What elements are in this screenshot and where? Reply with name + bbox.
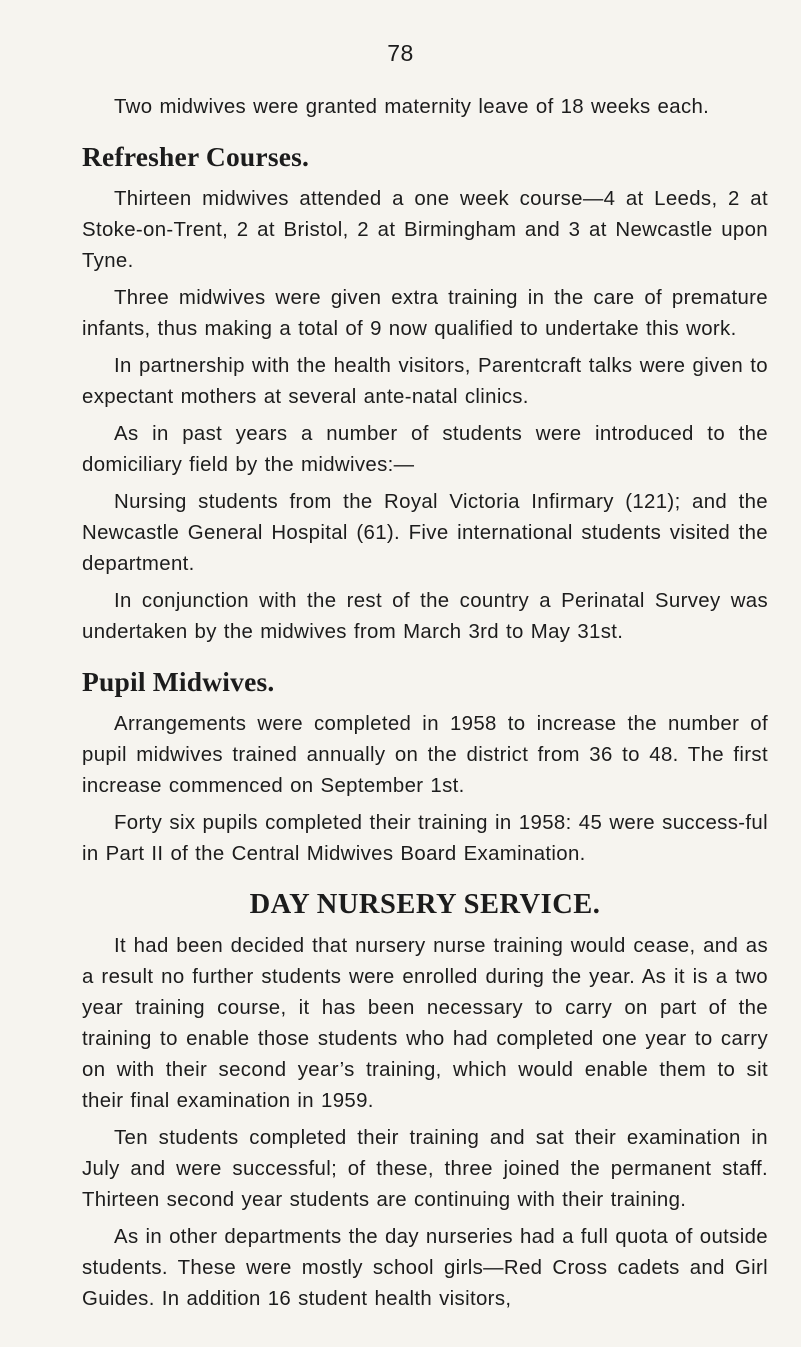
refresher-paragraph-3: In partnership with the health visitors, Parentcraft talks were given to expectant mothers at several ante-natal clinics. — [82, 355, 768, 408]
nursery-paragraph-2: Ten students completed their training and sat their examination in July and were successful; of these, three joined the permanent staff. Thirteen second year students are continuing with their training. — [82, 1127, 768, 1211]
nursery-paragraph-3: As in other departments the day nurseries had a full quota of outside students. These were mostly school girls—Red Cross cadets and Girl Guides. In addition 16 student health visitors, — [82, 1226, 768, 1310]
heading-day-nursery-service: DAY NURSERY SERVICE. — [249, 889, 601, 920]
page-number: 78 — [387, 40, 414, 66]
nursery-paragraph-1: It had been decided that nursery nurse training would cease, and as a result no further students were enrolled during the year. As it is a two year training course, it has been necessary to carry on part of the training to enable those students who had completed one year to carry on with their second year’s training, which would enable them to sit their final examination in 1959. — [82, 935, 768, 1112]
intro-paragraph: Two midwives were granted maternity leave of 18 weeks each. — [114, 96, 710, 118]
heading-pupil-midwives: Pupil Midwives. — [82, 666, 275, 697]
refresher-paragraph-5: Nursing students from the Royal Victoria Infirmary (121); and the Newcastle General Hospital (61). Five international students visited the department. — [82, 491, 768, 575]
pupil-paragraph-2: Forty six pupils completed their training in 1958: 45 were success-ful in Part II of the Central Midwives Board Examination. — [82, 812, 768, 865]
refresher-paragraph-6: In conjunction with the rest of the country a Perinatal Survey was undertaken by the midwives from March 3rd to May 31st. — [82, 590, 768, 643]
refresher-paragraph-4: As in past years a number of students were introduced to the domiciliary field by the midwives:— — [82, 423, 768, 476]
heading-refresher-courses: Refresher Courses. — [82, 141, 310, 172]
refresher-paragraph-1: Thirteen midwives attended a one week course—4 at Leeds, 2 at Stoke-on-Trent, 2 at Bristol, 2 at Birmingham and 3 at Newcastle upon Tyne. — [82, 188, 768, 272]
refresher-paragraph-2: Three midwives were given extra training in the care of premature infants, thus making a total of 9 now qualified to undertake this work. — [82, 287, 768, 340]
page-content — [82, 92, 768, 1315]
pupil-paragraph-1: Arrangements were completed in 1958 to increase the number of pupil midwives trained annually on the district from 36 to 48. The first increase commenced on September 1st. — [82, 713, 768, 797]
